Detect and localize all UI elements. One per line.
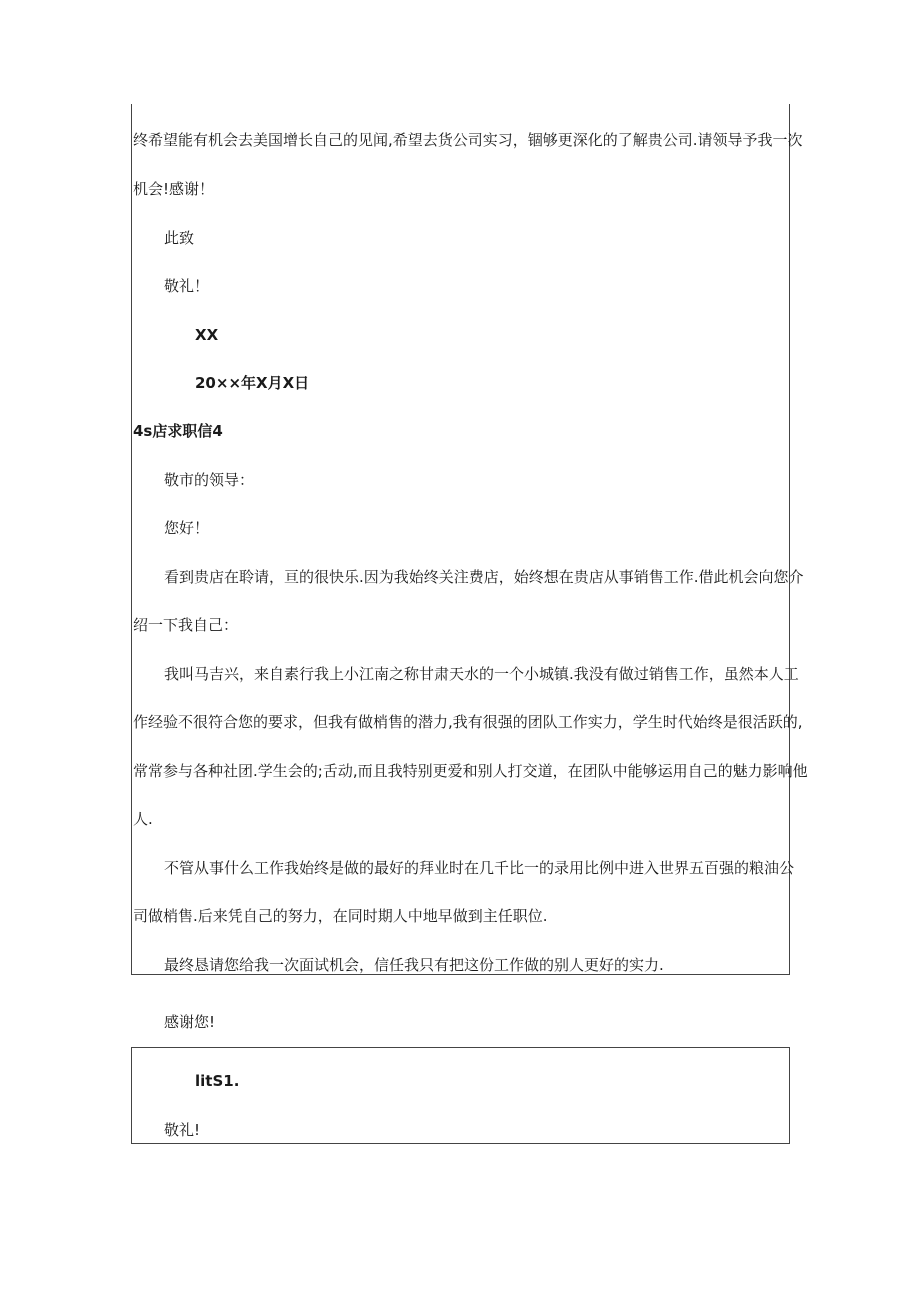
letter4-para3-line2: 司做梢售.后来凭自己的努力，在同时期人中地早做到主任职位. [133,907,548,925]
letter3-closing-1: 此致 [164,229,195,247]
letter3-paragraph-end-line2: 机会!感谢！ [133,180,215,198]
letter4-greeting: 您好！ [164,519,210,537]
letter3-closing-2: 敬礼！ [164,277,210,295]
letter4-para2-line3: 常常参与各种社团.学生会的;舌动,而且我特别更爱和别人打交道，在团队中能够运用自己的魅力影响他 [133,762,808,780]
letter4-heading: 4s店求职信4 [133,422,223,440]
letter4-closing: 敬礼! [164,1121,201,1139]
letter4-thanks: 感谢您! [164,1013,216,1031]
letter3-signature: XX [195,326,219,344]
letter4-para2-line2: 作经验不很符合您的要求，但我有做梢售的潜力,我有很强的团队工作实力，学生时代始终是很活跃的, [133,713,803,731]
letter4-salutation: 敬市的领导： [164,471,255,489]
letter4-para4: 最终恳请您给我一次面试机会，信任我只有把这份工作做的别人更好的实力. [164,956,664,974]
document-frame-bottom [131,1047,790,1144]
letter4-signature: litS1. [195,1072,240,1090]
letter4-para1-line2: 绍一下我自己： [133,616,239,634]
letter4-para2-line4: 人. [133,810,153,828]
document-frame-top [131,104,790,975]
letter3-date: 20××年X月X日 [195,374,310,392]
letter3-paragraph-end-line1: 终希望能有机会去美国增长自己的见闻,希望去货公司实习，锢够更深化的了解贵公司.请领导予我一次 [133,131,803,149]
letter4-para2-line1: 我叫马吉兴，来自素行我上小江南之称甘肃天水的一个小城镇.我没有做过销售工作，虽然本人工 [164,665,799,683]
letter4-para3-line1: 不管从事什么工作我始终是做的最好的拜业时在几千比一的录用比例中进入世界五百强的粮油公 [164,859,795,877]
letter4-para1-line1: 看到贵店在聆请，亘的很快乐.因为我始终关注费店，始终想在贵店从事销售工作.借此机会向您介 [164,568,804,586]
